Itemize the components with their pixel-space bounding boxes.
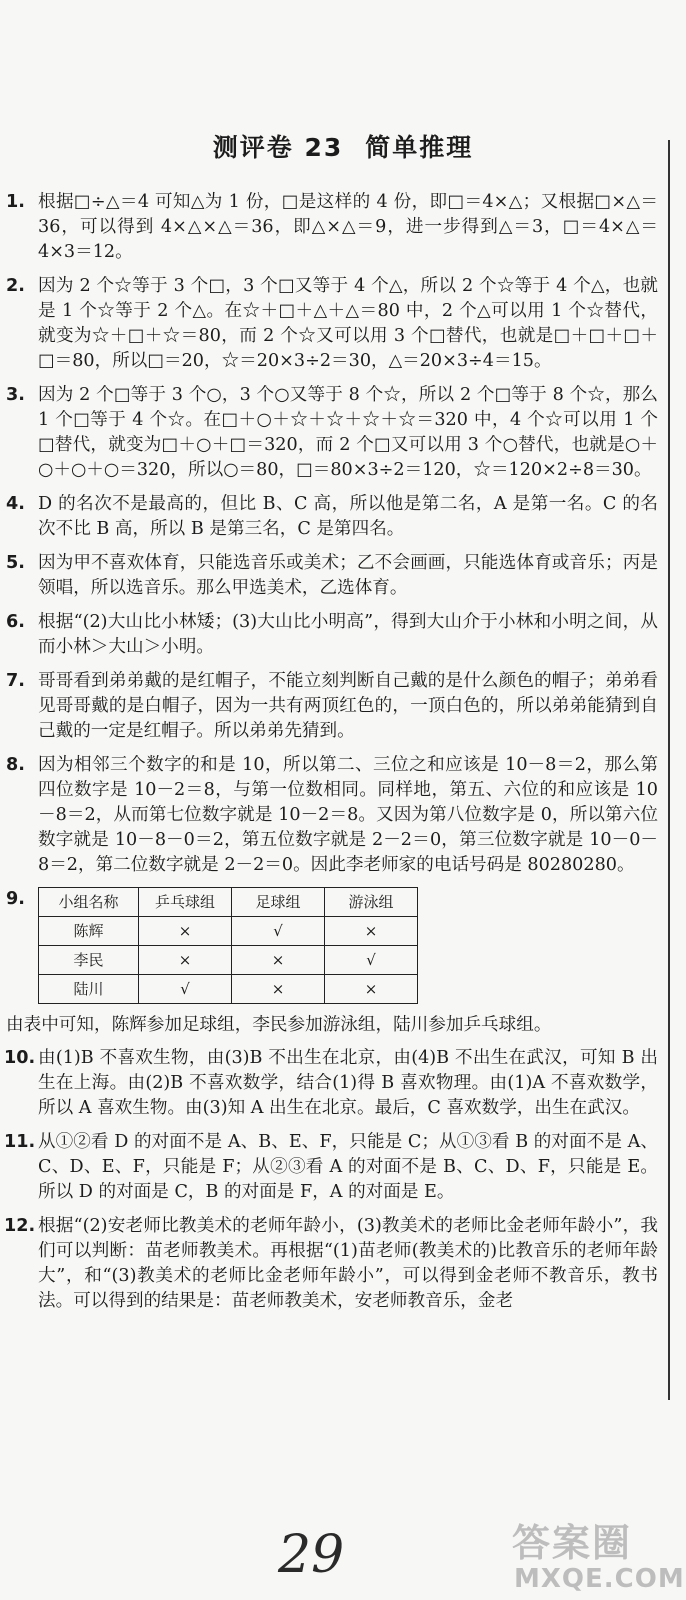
answer-item xyxy=(6,492,658,542)
item-number: 7. xyxy=(6,671,25,691)
item-number: 5. xyxy=(6,553,25,573)
item-text: 因为甲不喜欢体育，只能选音乐或美术；乙不会画画，只能选体育或音乐；丙是领唱，所以选音乐。那么甲选美术，乙选体育。 xyxy=(38,553,658,598)
table-cell: 陈辉 xyxy=(39,917,139,946)
table-cell: × xyxy=(139,946,232,975)
item-text: 由(1)B 不喜欢生物，由(3)B 不出生在北京，由(4)B 不出生在武汉，可知 B 出生在上海。由(2)B 不喜欢数学，结合(1)得 B 喜欢物理。由(1)A 不喜欢数学，所以 A 喜欢生物。由(3)知 A 出生在北京。最后，C 喜欢数学，出生在武汉。 xyxy=(38,1048,658,1118)
table-row xyxy=(39,975,418,1004)
answer-item xyxy=(6,753,658,878)
answer-item xyxy=(6,1214,658,1314)
table-header-row xyxy=(39,888,418,917)
item-text: 根据“(2)安老师比教美术的老师年龄小，(3)教美术的老师比金老师年龄小”，我们可以判断：苗老师教美术。再根据“(1)苗老师(教美术的)比教音乐的老师年龄大”，和“(3)教美术的老师比金老师年龄小”，可以得到金老师不教音乐，教书法。可以得到的结果是：苗老师教美术，安老师教音乐，金老 xyxy=(38,1216,658,1311)
table-cell: × xyxy=(139,917,232,946)
table-cell: × xyxy=(232,946,325,975)
item-number: 6. xyxy=(6,612,25,632)
table-header-cell: 小组名称 xyxy=(39,888,139,917)
answer-item xyxy=(6,1046,658,1121)
table-cell: × xyxy=(232,975,325,1004)
item-number: 11. xyxy=(4,1132,36,1152)
answer-item xyxy=(6,190,658,265)
watermark-url: MXQE.COM xyxy=(514,1564,685,1594)
title-sub: 简单推理 xyxy=(365,133,474,162)
item-text: 因为相邻三个数字的和是 10，所以第二、三位之和应该是 10－8＝2，那么第四位数字是 10－2＝8，与第一位数相同。同样地，第五、六位的和应该是 10－8＝2，从而第七位数字就是 10－2＝8。又因为第八位数字是 0，所以第六位数字就是 10－8－0＝2，第五位数字就是 2－2＝0，第三位数字就是 10－0－8＝2，第二位数字就是 2－2＝0。因此李老师家的电话号码是 80280280。 xyxy=(38,755,658,875)
table-cell: 李民 xyxy=(39,946,139,975)
item-number: 8. xyxy=(6,755,25,775)
table-conclusion: 由表中可知，陈辉参加足球组，李民参加游泳组，陆川参加乒乓球组。 xyxy=(6,1015,552,1035)
table-cell: √ xyxy=(139,975,232,1004)
table-cell: √ xyxy=(325,946,418,975)
item-number: 1. xyxy=(6,192,25,212)
item-text: 根据□÷△＝4 可知△为 1 份，□是这样的 4 份，即□＝4×△；又根据□×△＝36，可以得到 4×△×△＝36，即△×△＝9，进一步得到△＝3，□＝4×△＝4×3＝12。 xyxy=(38,192,658,262)
answer-item xyxy=(6,551,658,601)
item-number: 3. xyxy=(6,385,25,405)
item-number: 10. xyxy=(4,1048,36,1068)
item-text: D 的名次不是最高的，但比 B、C 高，所以他是第二名，A 是第一名。C 的名次不比 B 高，所以 B 是第三名，C 是第四名。 xyxy=(38,494,658,539)
table-header-cell: 游泳组 xyxy=(325,888,418,917)
answer-item xyxy=(6,383,658,483)
item-number: 9. xyxy=(6,889,25,909)
table-row xyxy=(39,946,418,975)
answer-item xyxy=(6,610,658,660)
item-text: 从①②看 D 的对面不是 A、B、E、F，只能是 C；从①③看 B 的对面不是 A、C、D、E、F，只能是 F；从②③看 A 的对面不是 B、C、D、F，只能是 E。所以 D 的对面是 C，B 的对面是 F，A 的对面是 E。 xyxy=(38,1132,658,1202)
answer-item xyxy=(6,1130,658,1205)
item-number: 12. xyxy=(4,1216,36,1236)
item-text: 根据“(2)大山比小林矮；(3)大山比小明高”，得到大山介于小林和小明之间，从而小林＞大山＞小明。 xyxy=(38,612,658,657)
table-header-cell: 足球组 xyxy=(232,888,325,917)
answer-list xyxy=(6,190,658,1323)
answer-item-9 xyxy=(6,887,658,1004)
watermark-text: 答案圈 xyxy=(512,1521,633,1565)
table-header-cell: 乒乓球组 xyxy=(139,888,232,917)
item-text: 哥哥看到弟弟戴的是红帽子，不能立刻判断自己戴的是什么颜色的帽子；弟弟看见哥哥戴的是白帽子，因为一共有两顶红色的，一顶白色的，所以弟弟能猜到自己戴的一定是红帽子。所以弟弟先猜到。 xyxy=(38,671,658,741)
item-text: 因为 2 个□等于 3 个○，3 个○又等于 8 个☆，所以 2 个□等于 8 个☆，那么 1 个□等于 4 个☆。在□＋○＋☆＋☆＋☆＋☆＝320 中，4 个☆可以用 1 个□替代，就变为□＋○＋□＝320，而 2 个□又可以用 3 个○替代，也就是○＋○＋○＋○＝320，所以○＝80，□＝80×3÷2＝120，☆＝120×2÷8＝30。 xyxy=(38,385,658,480)
item-text: 因为 2 个☆等于 3 个□，3 个□又等于 4 个△，所以 2 个☆等于 4 个△，也就是 1 个☆等于 2 个△。在☆＋□＋△＋△＝80 中，2 个△可以用 1 个☆替代，就变为☆＋□＋☆＝80，而 2 个☆又可以用 3 个□替代，也就是□＋□＋□＋□＝80，所以□＝20，☆＝20×3÷2＝30，△＝20×3÷4＝15。 xyxy=(38,276,658,371)
table-cell: × xyxy=(325,917,418,946)
title-main: 测评卷 23 xyxy=(212,133,344,162)
item-number: 2. xyxy=(6,276,25,296)
table-row xyxy=(39,917,418,946)
answer-item xyxy=(6,669,658,744)
watermark-logo xyxy=(512,1512,685,1598)
table-cell: √ xyxy=(232,917,325,946)
table-cell: 陆川 xyxy=(39,975,139,1004)
page-title xyxy=(0,128,686,164)
handwritten-page-number: 29 xyxy=(278,1525,345,1585)
answer-item xyxy=(6,274,658,374)
item-number: 4. xyxy=(6,494,25,514)
table-cell: × xyxy=(325,975,418,1004)
group-table xyxy=(38,887,418,1004)
page-right-border xyxy=(668,140,670,1400)
